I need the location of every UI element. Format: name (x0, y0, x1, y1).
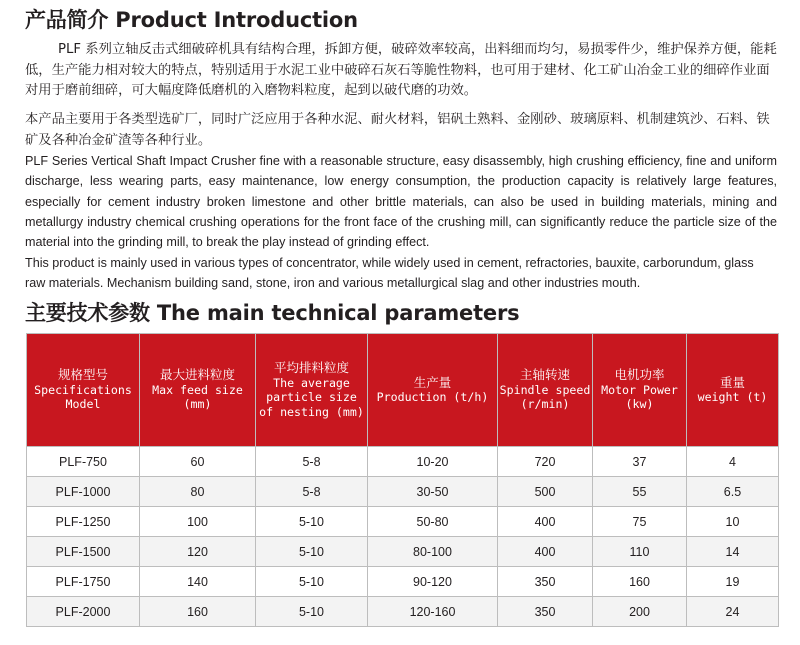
header-cn-label: 主轴转速 (519, 367, 570, 383)
table-cell-model: PLF-2000 (27, 597, 140, 627)
table-cell-model: PLF-1750 (27, 567, 140, 597)
intro-chinese-paragraph-2: 本产品主要用于各类型选矿厂，同时广泛应用于各种水泥、耐火材料，铝矾土熟料、金刚砂、玻璃原料、机制建筑沙、石料、铁矿及各种冶金矿渣等各种行业。 (25, 112, 770, 148)
header-en-label: Spindle speed (r/min) (499, 382, 591, 412)
table-cell-spindle-speed: 350 (498, 567, 593, 597)
table-row (27, 477, 779, 507)
table-cell-max-feed-size: 100 (140, 507, 256, 537)
table-cell-model: PLF-1000 (27, 477, 140, 507)
header-cn-label: 最大进料粒度 (159, 367, 235, 383)
table-cell-spindle-speed: 400 (498, 507, 593, 537)
intro-english-paragraph-2: This product is mainly used in various types of concentrator, while widely used in cement, refractories, bauxite, carborundum, glass raw materials. Mechanism building sand, stone, iron and various metallurgical slag and other industries mouth. (25, 256, 754, 291)
intro-chinese-paragraph-1: PLF 系列立轴反击式细破碎机具有结构合理，拆卸方便，破碎效率较高，出料细而均匀，易损零件少，维护保养方便，能耗低，生产能力相对较大的特点，特别适用于水泥工业中破碎石灰石等脆性物料，也可用于建材、化工矿山冶金工业的细碎作业面对用于磨前细碎，可大幅度降低磨机的入磨物料粒度，起到以破代磨的功效。 (25, 42, 777, 98)
header-en-label: Max feed size (mm) (152, 382, 243, 412)
table-cell-average-particle-size: 5-8 (256, 447, 368, 477)
table-cell-average-particle-size: 5-10 (256, 597, 368, 627)
table-cell-max-feed-size: 60 (140, 447, 256, 477)
table-cell-average-particle-size: 5-10 (256, 567, 368, 597)
table-cell-max-feed-size: 80 (140, 477, 256, 507)
table-cell-average-particle-size: 5-10 (256, 507, 368, 537)
header-average-particle-size (256, 334, 368, 447)
header-en-label: The average particle size of nesting (mm) (259, 375, 364, 419)
table-cell-production: 10-20 (368, 447, 498, 477)
table-cell-motor-power: 200 (593, 597, 687, 627)
header-cn-label: 生产量 (413, 374, 452, 390)
header-motor-power (593, 334, 687, 447)
header-en-label: Motor Power (kw) (601, 382, 678, 412)
header-cn-label: 电机功率 (614, 367, 665, 383)
table-cell-motor-power: 75 (593, 507, 687, 537)
header-en-label: Production (t/h) (376, 390, 489, 404)
table-cell-weight: 6.5 (687, 477, 779, 507)
technical-parameters-table (26, 333, 779, 627)
table-cell-model: PLF-1250 (27, 507, 140, 537)
table-row (27, 537, 779, 567)
table-cell-motor-power: 55 (593, 477, 687, 507)
table-cell-average-particle-size: 5-10 (256, 537, 368, 567)
table-cell-weight: 24 (687, 597, 779, 627)
table-cell-spindle-speed: 500 (498, 477, 593, 507)
table-cell-weight: 4 (687, 447, 779, 477)
table-cell-production: 30-50 (368, 477, 498, 507)
header-en-label: weight (t) (697, 390, 768, 404)
table-cell-spindle-speed: 350 (498, 597, 593, 627)
header-en-label: Specifications Model (34, 382, 132, 412)
table-cell-model: PLF-1500 (27, 537, 140, 567)
intro-english-paragraph-1: PLF Series Vertical Shaft Impact Crusher fine with a reasonable structure, easy disassembly, high crushing efficiency, fine and uniform discharge, less wearing parts, easy maintenance, low energy consumption, the production capacity is relatively large features, especially for cement industry broken limestone and other brittle materials, can also be used in building materials, mining and metallurgy industry chemical crushing operations for the front face of the crushing mill, can significantly reduce the particle size of the material into the grinding mill, to break the play instead of grinding effect. (25, 154, 777, 250)
table-cell-max-feed-size: 120 (140, 537, 256, 567)
table-row (27, 567, 779, 597)
header-weight (687, 334, 779, 447)
product-introduction-title: 产品简介 Product Introduction (25, 8, 358, 32)
header-spindle-speed (498, 334, 593, 447)
header-cn-label: 平均排料粒度 (273, 360, 349, 375)
header-specifications-model (27, 334, 140, 447)
table-cell-motor-power: 37 (593, 447, 687, 477)
table-cell-production: 90-120 (368, 567, 498, 597)
table-row (27, 507, 779, 537)
table-cell-average-particle-size: 5-8 (256, 477, 368, 507)
table-cell-model: PLF-750 (27, 447, 140, 477)
table-cell-spindle-speed: 400 (498, 537, 593, 567)
table-cell-weight: 10 (687, 507, 779, 537)
table-cell-weight: 19 (687, 567, 779, 597)
table-cell-production: 120-160 (368, 597, 498, 627)
table-cell-max-feed-size: 160 (140, 597, 256, 627)
table-cell-motor-power: 110 (593, 537, 687, 567)
table-cell-weight: 14 (687, 537, 779, 567)
table-row (27, 447, 779, 477)
technical-parameters-title: 主要技术参数 The main technical parameters (25, 301, 520, 325)
table-cell-production: 50-80 (368, 507, 498, 537)
table-cell-production: 80-100 (368, 537, 498, 567)
table-header-row (27, 334, 779, 447)
header-cn-label: 重量 (719, 374, 745, 390)
table-cell-max-feed-size: 140 (140, 567, 256, 597)
table-cell-motor-power: 160 (593, 567, 687, 597)
table-row (27, 597, 779, 627)
header-max-feed-size (140, 334, 256, 447)
header-production (368, 334, 498, 447)
header-cn-label: 规格型号 (57, 367, 108, 383)
table-cell-spindle-speed: 720 (498, 447, 593, 477)
